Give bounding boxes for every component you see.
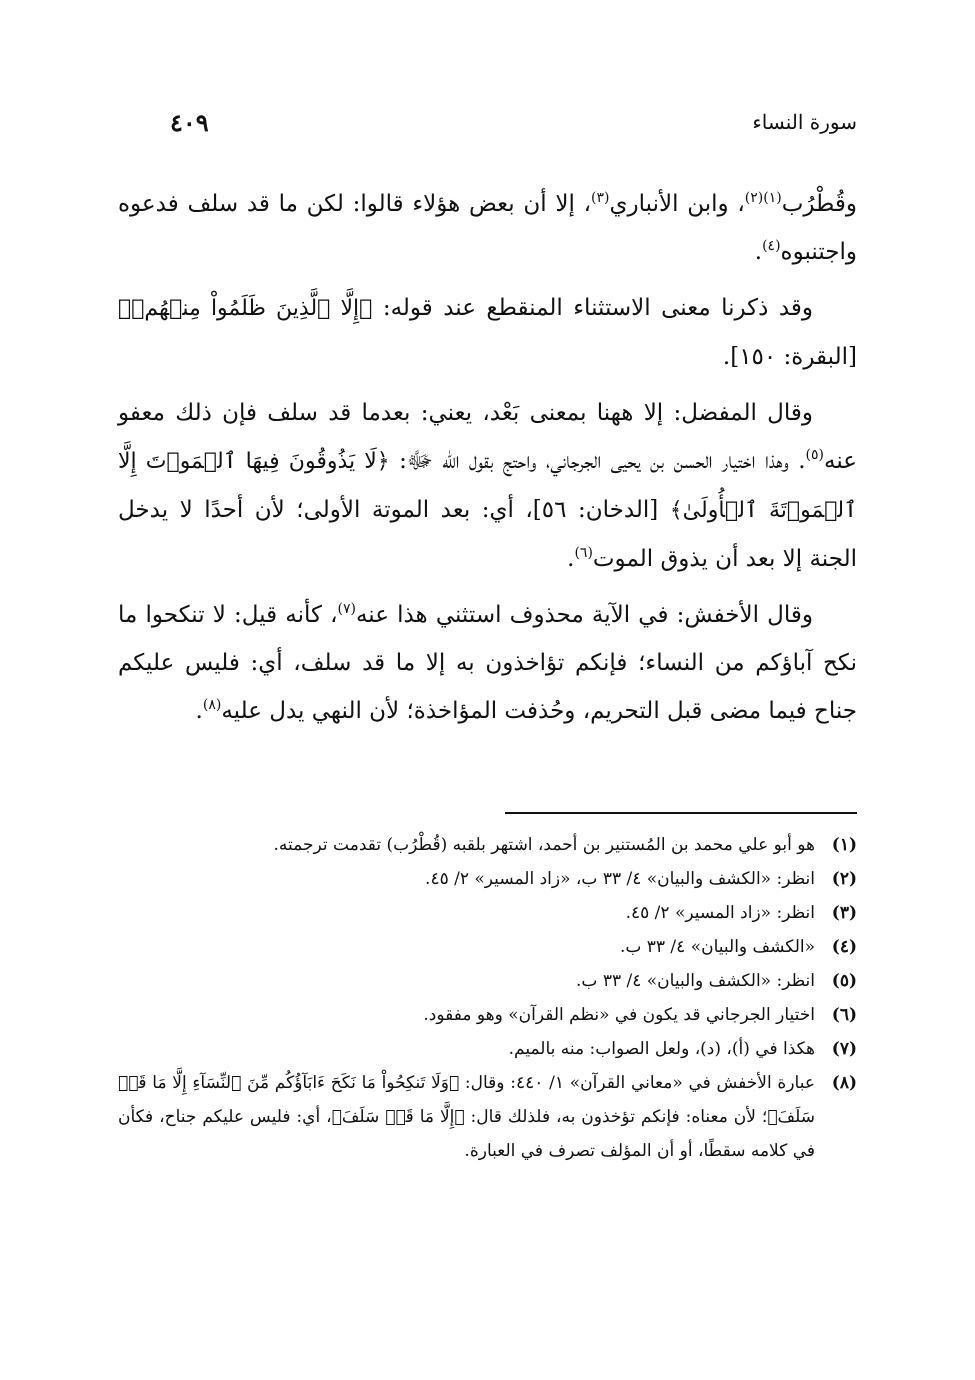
page-header	[120, 108, 857, 148]
footnotes	[118, 828, 857, 1168]
footnote-6	[118, 998, 857, 1032]
footnote-text: عبارة الأخفش في «معاني القرآن» ١/ ٤٤٠: وقال: ﴿وَلَا تَنكِحُواْ مَا نَكَحَ ءَابَآؤُكُم مِّنَ ٱلنِّسَآءِ إِلَّا مَا قَدۡ سَلَفَ﴾؛ لأن معناه: فإنكم تؤخذون به، فلذلك قال: ﴿إِلَّا مَا قَدۡ سَلَفَ﴾، أي: فليس عليكم جناح، فكأن في كلامه سقطًا، أو أن المؤلف تصرف في العبارة.	[118, 1073, 815, 1161]
footnote-number: (٤)	[831, 937, 857, 957]
paragraph-1	[118, 180, 857, 276]
footnote-4	[118, 930, 857, 964]
footnote-2	[118, 862, 857, 896]
surah-title: سورة النساء	[752, 110, 857, 134]
text-run: وقد ذكرنا معنى الاستثناء المنقطع عند قوله:	[372, 295, 813, 321]
footnote-ref: (٣)	[591, 190, 610, 206]
text-run: .	[195, 698, 203, 724]
text-run: وقُطْرُب	[781, 191, 857, 217]
text-run: .	[754, 239, 763, 265]
text-run: [البقرة: ١٥٠].	[722, 344, 857, 370]
text-run: ، كأنه قيل: لا تنكحوا ما نكح آباؤكم من النساء؛ فإنكم تؤاخذون به إلا ما قد سلف، أي: فليس عليكم جناح فيما مضى قبل التحريم، وحُذفت المؤاخذة؛ لأن النهي يدل عليه	[118, 602, 857, 724]
footnote-number: (٣)	[831, 903, 857, 923]
footnote-number: (١)	[831, 835, 857, 855]
footnote-text: انظر: «زاد المسير» ٢/ ٤٥.	[625, 903, 815, 923]
footnote-3	[118, 896, 857, 930]
text-run: . وهذا اختيار الحسن بن يحيى الجرجاني، واحتج بقول الله ﷻ:	[389, 448, 806, 474]
footnote-number: (٧)	[831, 1039, 857, 1059]
text-run: .	[567, 546, 575, 572]
footnote-text: اختيار الجرجاني قد يكون في «نظم القرآن» وهو مفقود.	[423, 1005, 815, 1025]
footnote-text: انظر: «الكشف والبيان» ٤/ ٣٣ ب.	[576, 971, 815, 991]
paragraph-2	[118, 284, 857, 381]
footnote-5	[118, 964, 857, 998]
text-run: وقال الأخفش: في الآية محذوف استثني هذا عنه	[355, 602, 813, 628]
page-number: ٤٠٩	[170, 108, 209, 137]
footnote-ref: (١)(٢)	[744, 190, 782, 206]
footnote-divider	[505, 812, 857, 814]
text-run: وقال المفضل: إلا ههنا بمعنى بَعْد، يعني: بعدما قد سلف فإن ذلك معفو عنه	[118, 400, 857, 474]
quran-verse: ﴿إِلَّا ٱلَّذِينَ ظَلَمُواْ مِنۡهُمۡ﴾	[118, 296, 373, 321]
footnote-text: انظر: «الكشف والبيان» ٤/ ٣٣ ب، «زاد المسير» ٢/ ٤٥.	[425, 869, 815, 889]
footnote-8	[118, 1066, 857, 1168]
footnote-ref: (٤)	[762, 238, 781, 254]
text-run: ، إلا أن بعض هؤلاء قالوا: لكن ما قد سلف فدعوه واجتنبوه	[118, 191, 857, 265]
footnote-ref: (٦)	[574, 545, 593, 561]
footnote-number: (٢)	[831, 869, 857, 889]
paragraph-4	[118, 591, 857, 735]
quran-verse: ﴿لَا يَذُوقُونَ فِيهَا ٱلۡمَوۡتَ إِلَّا ٱلۡمَوۡتَةَ ٱلۡأُولَىٰ﴾	[118, 449, 857, 523]
footnote-number: (٥)	[831, 971, 857, 991]
footnote-ref: (٨)	[202, 697, 222, 713]
paragraph-3	[118, 389, 857, 583]
text-run: ، وابن الأنباري	[609, 191, 745, 217]
footnote-ref: (٥)	[805, 447, 824, 463]
footnote-ref: (٧)	[337, 601, 356, 617]
text-run: [الدخان: ٥٦]، أي: بعد الموتة الأولى؛ لأن أحدًا لا يدخل الجنة إلا بعد أن يذوق الموت	[118, 497, 857, 572]
footnote-number: (٨)	[831, 1073, 857, 1093]
footnote-1	[118, 828, 857, 862]
footnote-text: هكذا في (أ)، (د)، ولعل الصواب: منه بالميم.	[508, 1039, 815, 1059]
main-text	[118, 180, 857, 743]
footnote-7	[118, 1032, 857, 1066]
footnote-number: (٦)	[831, 1005, 857, 1025]
footnote-text: هو أبو علي محمد بن المُستنير بن أحمد، اشتهر بلقبه (قُطْرُب) تقدمت ترجمته.	[273, 835, 815, 855]
footnote-text: «الكشف والبيان» ٤/ ٣٣ ب.	[619, 937, 815, 957]
